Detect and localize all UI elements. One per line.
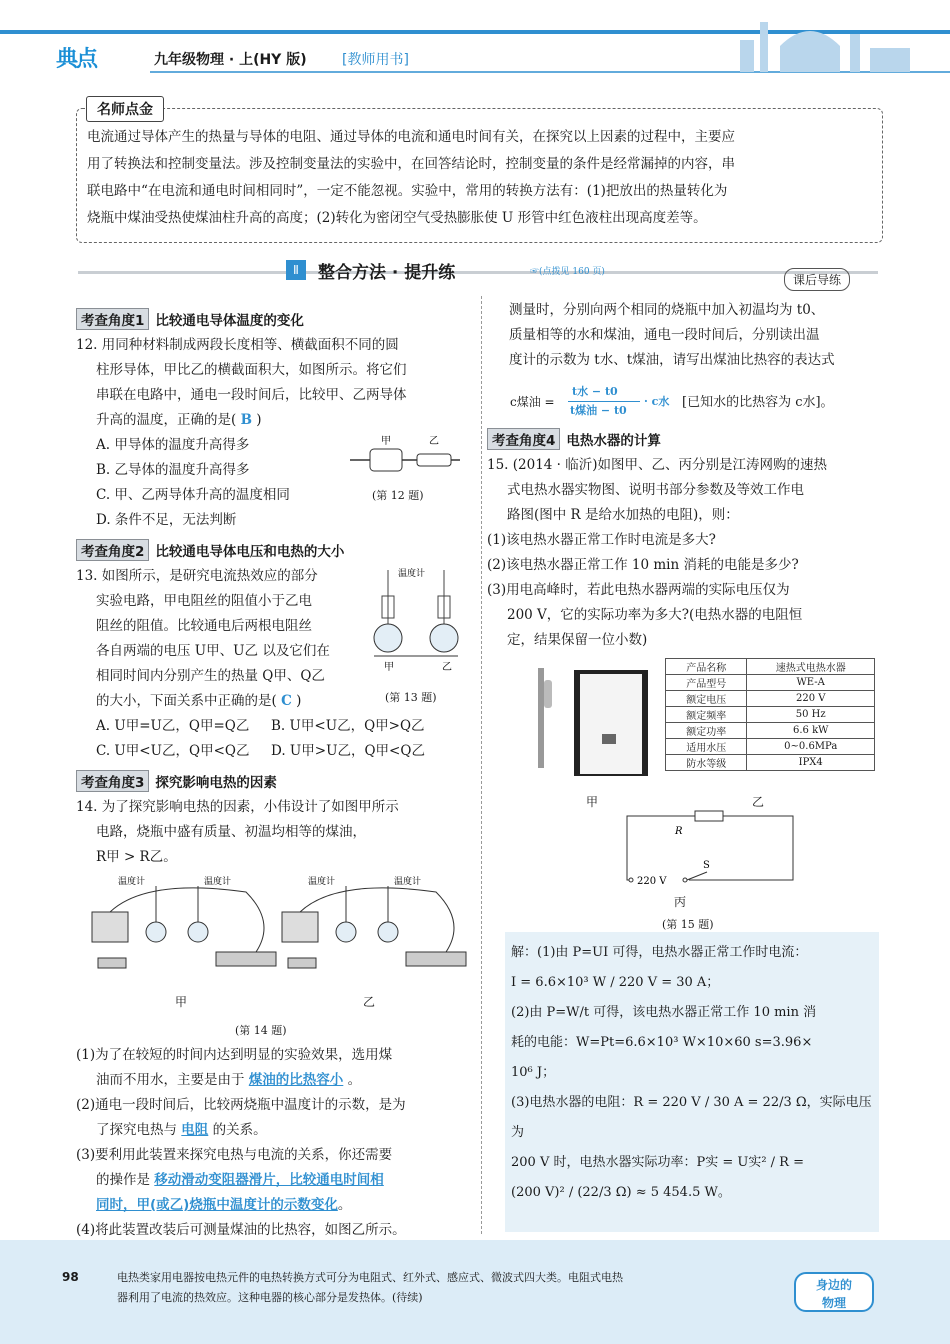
page-header — [0, 0, 950, 86]
formula-numerator: t水 − t0 — [572, 385, 618, 398]
q13-option-row — [76, 714, 476, 739]
angle-title: 电热水器的计算 — [566, 433, 661, 449]
q15-item: (1)该电热水器正常工作时电流是多大? — [487, 532, 716, 548]
q14-cont-line: 测量时，分别向两个相同的烧瓶中加入初温均为 t0、 — [509, 302, 825, 318]
q14-part-1: (1)为了在较短的时间内达到明显的实验效果，选用煤 — [76, 1047, 393, 1063]
q12-option: C. 甲、乙两导体升高的温度相同 — [96, 487, 290, 503]
q12-line: 串联在电路中，通电一段时间后，比较甲、乙两导体 — [96, 387, 407, 403]
after-class-badge: 课后导练 — [784, 268, 850, 291]
q13-option: A. U甲=U乙，Q甲=Q乙 — [96, 718, 250, 734]
tip-line: 电流通过导体产生的热量与导体的电阻、通过导体的电流和通电时间有关，在探究以上因素的过程中，主要应 — [87, 129, 735, 145]
q14-caption: (第 14 题) — [235, 1024, 287, 1037]
water-heater-image — [530, 658, 656, 782]
q14-part-2-cont: 了探究电热与 电阻 的关系。 — [96, 1122, 267, 1138]
solution-line: (200 V)² / (22/3 Ω) ≈ 5 454.5 W。 — [511, 1185, 731, 1200]
svg-text:温度计: 温度计 — [308, 877, 336, 887]
q13-label-jia: 甲 — [384, 662, 394, 673]
q12-line: 升高的温度，正确的是( B ) — [96, 412, 262, 428]
q15-label-jia: 甲 — [586, 795, 599, 809]
q13-option: D. U甲>U乙，Q甲<Q乙 — [271, 743, 425, 759]
solution-line: 解：(1)由 P=UI 可得，电热水器正常工作时电流： — [511, 945, 808, 960]
svg-text:温度计: 温度计 — [394, 877, 422, 887]
q14-label-jia: 甲 — [175, 995, 188, 1009]
q14-part-4: (4)将此装置改装后可测量煤油的比热容，如图乙所示。 — [76, 1222, 406, 1238]
q13-option: C. U甲<U乙，Q甲<Q乙 — [96, 743, 250, 759]
question-14 — [76, 795, 476, 870]
question-15 — [487, 453, 881, 653]
q15-circuit — [615, 808, 805, 892]
angle-1-heading — [76, 308, 304, 330]
angle-2-heading — [76, 539, 344, 561]
q15-item: (3)用电高峰时，若此电热水器两端的实际电压仅为 — [487, 582, 790, 598]
q13-caption: (第 13 题) — [385, 691, 437, 704]
circuit-voltage: 220 V — [637, 876, 667, 887]
section-bar — [78, 262, 878, 284]
q13-line: 的大小，下面关系中正确的是( C ) — [96, 693, 302, 709]
spec-row: 产品名称 速热式电热水器 — [666, 659, 875, 675]
q15-line: 式电热水器实物图、说明书部分参数及等效工作电 — [507, 482, 804, 498]
q12-option: A. 甲导体的温度升高得多 — [96, 437, 250, 453]
q12-option: D. 条件不足，无法判断 — [96, 512, 237, 528]
circuit-resistor: R — [675, 826, 683, 837]
q13-line: 各自两端的电压 U甲、U乙 以及它们在 — [96, 643, 330, 659]
q13-option: B. U甲<U乙，Q甲>Q乙 — [271, 718, 425, 734]
teacher-tag: [教师用书] — [342, 52, 409, 68]
q13-label-yi: 乙 — [442, 662, 452, 673]
q14-label-yi: 乙 — [363, 995, 376, 1009]
angle-3-heading — [76, 770, 277, 792]
spec-row: 防水等级 IPX4 — [666, 755, 875, 771]
q14-answer-1: 煤油的比热容小 — [248, 1072, 344, 1088]
q15-line: 15. (2014 · 临沂)如图甲、乙、丙分别是江涛网购的速热 — [487, 457, 828, 473]
header-decoration — [0, 0, 950, 86]
q13-option-row — [76, 739, 476, 764]
q14-parts — [76, 1043, 476, 1243]
q14-cont-line: 质量相等的水和煤油，通电一段时间后，分别读出温 — [509, 327, 820, 343]
q12-answer: B — [240, 412, 252, 428]
q14-continuation — [489, 298, 881, 373]
spec-row: 产品型号 WE-A — [666, 675, 875, 691]
solution-line: (3)电热水器的电阻：R = 220 V / 30 A = 22/3 Ω，实际电压为 — [511, 1095, 872, 1140]
solution-line: I = 6.6×10³ W / 220 V = 30 A； — [511, 975, 720, 990]
tip-label: 名师点金 — [86, 96, 164, 122]
solution-text — [511, 938, 875, 1208]
tip-line: 联电路中“在电流和通电时间相同时”，一定不能忽视。实验中，常用的转换方法有：(1)把放出的热量转化为 — [87, 183, 728, 199]
angle-title: 比较通电导体温度的变化 — [155, 313, 304, 329]
circuit-switch: S — [703, 860, 710, 871]
q13-figure — [368, 566, 478, 674]
q14-part-2: (2)通电一段时间后，比较两烧瓶中温度计的示数，是为 — [76, 1097, 406, 1113]
q14-figure — [86, 872, 470, 984]
section-reference: ☞(点拨见 160 页) — [530, 267, 605, 277]
formula-right: · c水 — [644, 395, 670, 408]
solution-line: 耗的电能：W=Pt=6.6×10³ W×10×60 s=3.96× — [511, 1035, 813, 1050]
page-number: 98 — [62, 1270, 79, 1284]
q14-answer-3b: 同时，甲(或乙)烧瓶中温度计的示数变化 — [96, 1197, 338, 1213]
tip-line: 用了转换法和控制变量法。涉及控制变量法的实验中，在回答结论时，控制变量的条件是经常漏掉的内容，串 — [87, 156, 735, 172]
book-title: 九年级物理 · 上(HY 版) — [154, 52, 307, 68]
footer-line: 电热类家用电器按电热元件的电热转换方式可分为电阻式、红外式、感应式、微波式四大类。电阻式电热 — [117, 1271, 623, 1284]
q12-option: B. 乙导体的温度升高得多 — [96, 462, 250, 478]
svg-text:温度计: 温度计 — [204, 877, 232, 887]
q12-line: 柱形导体，甲比乙的横截面积大，如图所示。将它们 — [96, 362, 407, 378]
section-number: Ⅱ — [286, 260, 306, 280]
svg-text:温度计: 温度计 — [118, 877, 146, 887]
column-divider — [481, 296, 482, 1234]
q13-line: 实验电路，甲电阻丝的阻值小于乙电 — [96, 593, 312, 609]
q12-label-jia: 甲 — [381, 436, 391, 447]
angle-tag: 考查角度2 — [76, 539, 149, 561]
spec-row: 额定功率 6.6 kW — [666, 723, 875, 739]
formula-denominator: t煤油 − t0 — [570, 404, 627, 417]
q14-formula — [510, 383, 890, 419]
q12-label-yi: 乙 — [429, 436, 439, 447]
q12-caption: (第 12 题) — [372, 489, 424, 502]
q15-item: (2)该电热水器正常工作 10 min 消耗的电能是多少? — [487, 557, 799, 573]
spec-row: 适用水压 0~0.6MPa — [666, 739, 875, 755]
q14-part-3-cont: 的操作是 移动滑动变阻器滑片，比较通电时间相 — [96, 1172, 384, 1188]
solution-line: (2)由 P=W/t 可得，该电热水器正常工作 10 min 消 — [511, 1005, 817, 1020]
q12-figure — [345, 432, 465, 482]
section-title: 整合方法 · 提升练 — [318, 263, 456, 283]
q14-line: R甲 > R乙。 — [96, 849, 177, 865]
q15-label-yi: 乙 — [752, 795, 765, 809]
q13-answer: C — [281, 693, 292, 709]
q14-part-3-cont: 同时，甲(或乙)烧瓶中温度计的示数变化。 — [96, 1197, 352, 1213]
footer-line: 器利用了电流的热效应。这种电器的核心部分是发热体。(待续) — [117, 1291, 423, 1304]
angle-title: 比较通电导体电压和电热的大小 — [155, 544, 345, 560]
q13-line: 相同时间内分别产生的热量 Q甲、Q乙 — [96, 668, 325, 684]
angle-tag: 考查角度1 — [76, 308, 149, 330]
spec-row: 额定电压 220 V — [666, 691, 875, 707]
solution-line: 200 V 时，电热水器实际功率：P实 = U实² / R = — [511, 1155, 804, 1170]
q12-line: 12. 用同种材料制成两段长度相等、横截面积不同的圆 — [76, 337, 399, 353]
q14-part-3: (3)要利用此装置来探究电热与电流的关系，你还需要 — [76, 1147, 393, 1163]
q14-answer-3a: 移动滑动变阻器滑片，比较通电时间相 — [154, 1172, 384, 1188]
logo: 典点 — [56, 47, 97, 72]
q14-cont-line: 度计的示数为 t水、t煤油，请写出煤油比热容的表达式 — [509, 352, 835, 368]
spec-table — [665, 658, 875, 771]
q14-answer-2: 电阻 — [181, 1122, 209, 1138]
q14-part-1-cont: 油而不用水，主要是由于 煤油的比热容小 。 — [96, 1072, 362, 1088]
q13-line: 阻丝的阻值。比较通电后两根电阻丝 — [96, 618, 312, 634]
q14-line: 14. 为了探究影响电热的因素，小伟设计了如图甲所示 — [76, 799, 399, 815]
physics-around-badge: 身边的 物理 — [794, 1272, 874, 1312]
solution-line: 10⁶ J； — [511, 1065, 556, 1080]
q15-label-bing: 丙 — [674, 895, 687, 909]
q15-item: 定，结果保留一位小数) — [507, 632, 648, 648]
angle-title: 探究影响电热的因素 — [155, 775, 277, 791]
formula-note: [已知水的比热容为 c水]。 — [682, 395, 834, 410]
q14-line: 电路，烧瓶中盛有质量、初温均相等的煤油， — [96, 824, 366, 840]
q15-caption: (第 15 题) — [662, 918, 714, 931]
q13-thermometer-label: 温度计 — [398, 569, 426, 579]
q13-line: 13. 如图所示，是研究电流热效应的部分 — [76, 568, 318, 584]
angle-4-heading — [487, 428, 661, 450]
formula-left: c煤油 = — [510, 395, 555, 409]
angle-tag: 考查角度3 — [76, 770, 149, 792]
footer-text — [117, 1268, 777, 1308]
spec-row: 额定频率 50 Hz — [666, 707, 875, 723]
q15-item: 200 V，它的实际功率为多大?(电热水器的电阻恒 — [507, 607, 803, 623]
angle-tag: 考查角度4 — [487, 428, 560, 450]
tip-line: 烧瓶中煤油受热使煤油柱升高的高度；(2)转化为密闭空气受热膨胀使 U 形管中红色液柱出现高度差等。 — [87, 210, 707, 226]
tip-text — [87, 124, 873, 232]
q15-line: 路图(图中 R 是给水加热的电阻)，则： — [507, 507, 739, 523]
